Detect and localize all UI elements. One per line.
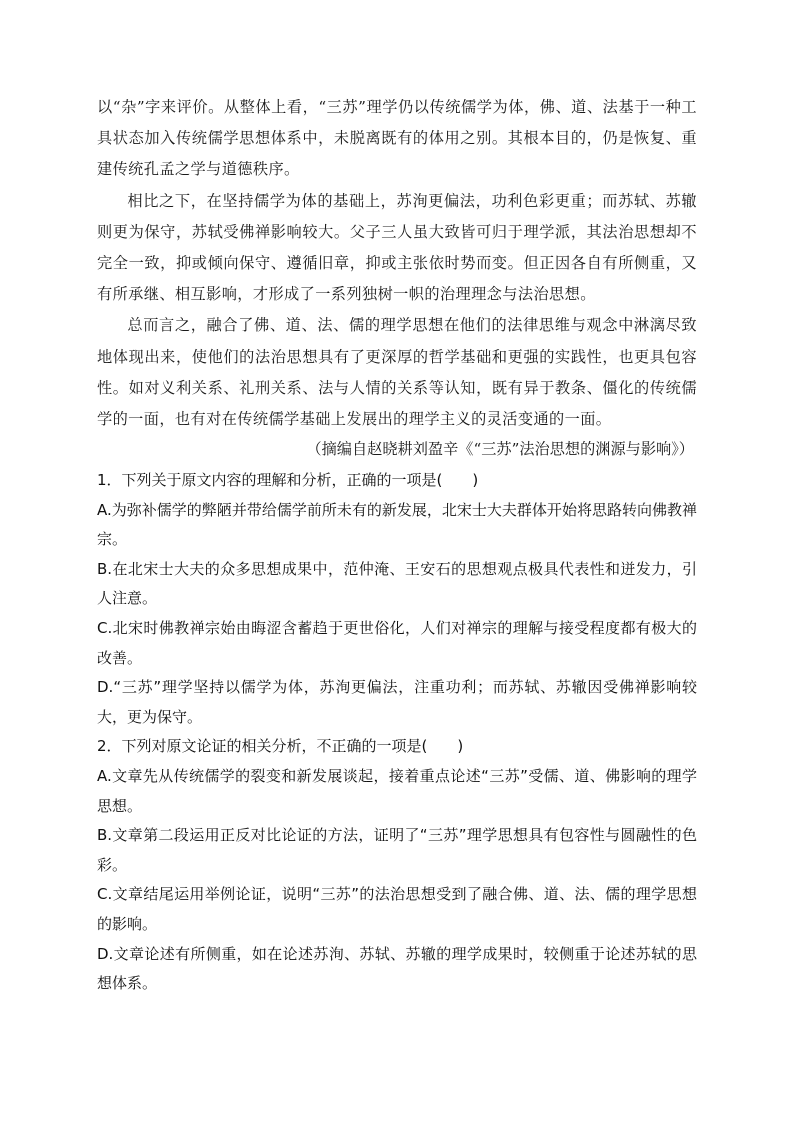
passage-paragraph-3: 总而言之，融合了佛、道、法、儒的理学思想在他们的法律思维与观念中淋漓尽致地体现出来，使他们的法治思想具有了更深厚的哲学基础和更强的实践性，也更具包容性。如对义利关系、礼刑关系、法与人情的关系等认知，既有异于教条、僵化的传统儒学的一面，也有对在传统儒学基础上发展出的理学主义的灵活变通的一面。 — [97, 316, 697, 429]
question-2-option-b: B.文章第二段运用正反对比论证的方法，证明了“三苏”理学思想具有包容性与圆融性的色彩。 — [97, 826, 697, 874]
question-1-option-b: B.在北宋士大夫的众多思想成果中，范仲淹、王安石的思想观点极具代表性和迸发力，引人注意。 — [97, 559, 697, 608]
question-2 — [97, 732, 697, 998]
question-2-option-c: C.文章结尾运用举例论证，说明“三苏”的法治思想受到了融合佛、道、法、儒的理学思想的影响。 — [97, 885, 697, 933]
question-1 — [97, 466, 697, 732]
question-list — [97, 466, 697, 999]
question-1-option-a: A.为弥补儒学的弊陋并带给儒学前所未有的新发展，北宋士大夫群体开始将思路转向佛教禅宗。 — [97, 500, 697, 549]
passage-source-citation: （摘编自赵晓耕刘盈辛《“三苏”法治思想的渊源与影响》） — [306, 440, 694, 458]
question-2-stem: 2．下列对原文论证的相关分析，不正确的一项是( ) — [97, 737, 464, 756]
passage-paragraph-1: 以“杂”字来评价。从整体上看，“三苏”理学仍以传统儒学为体，佛、道、法基于一种工具状态加入传统儒学思想体系中，未脱离既有的体用之别。其根本目的，仍是恢复、重建传统孔孟之学与道德秩序。 — [97, 98, 697, 179]
question-1-option-d: D.“三苏”理学坚持以儒学为体，苏洵更偏法，注重功利；而苏轼、苏辙因受佛禅影响较大，更为保守。 — [97, 678, 697, 726]
passage-paragraph-2: 相比之下，在坚持儒学为体的基础上，苏洵更偏法，功利色彩更重；而苏轼、苏辙则更为保守，苏轼受佛禅影响较大。父子三人虽大致皆可归于理学派，其法治思想却不完全一致，抑或倾向保守、遵循旧章，抑或主张依时势而变。但正因各自有所侧重，又有所承继、相互影响，才形成了一系列独树一帜的治理理念与法治思想。 — [97, 191, 697, 304]
question-1-stem: 1．下列关于原文内容的理解和分析，正确的一项是( ) — [97, 471, 479, 489]
question-2-option-d: D.文章论述有所侧重，如在论述苏洵、苏轼、苏辙的理学成果时，较侧重于论述苏轼的思想体系。 — [97, 944, 697, 993]
reading-passage — [97, 92, 697, 435]
question-1-option-c: C.北宋时佛教禅宗始由晦涩含蓄趋于更世俗化，人们对禅宗的理解与接受程度都有极大的改善。 — [97, 618, 697, 667]
question-2-option-a: A.文章先从传统儒学的裂变和新发展谈起，接着重点论述“三苏”受儒、道、佛影响的理学思想。 — [97, 766, 697, 815]
